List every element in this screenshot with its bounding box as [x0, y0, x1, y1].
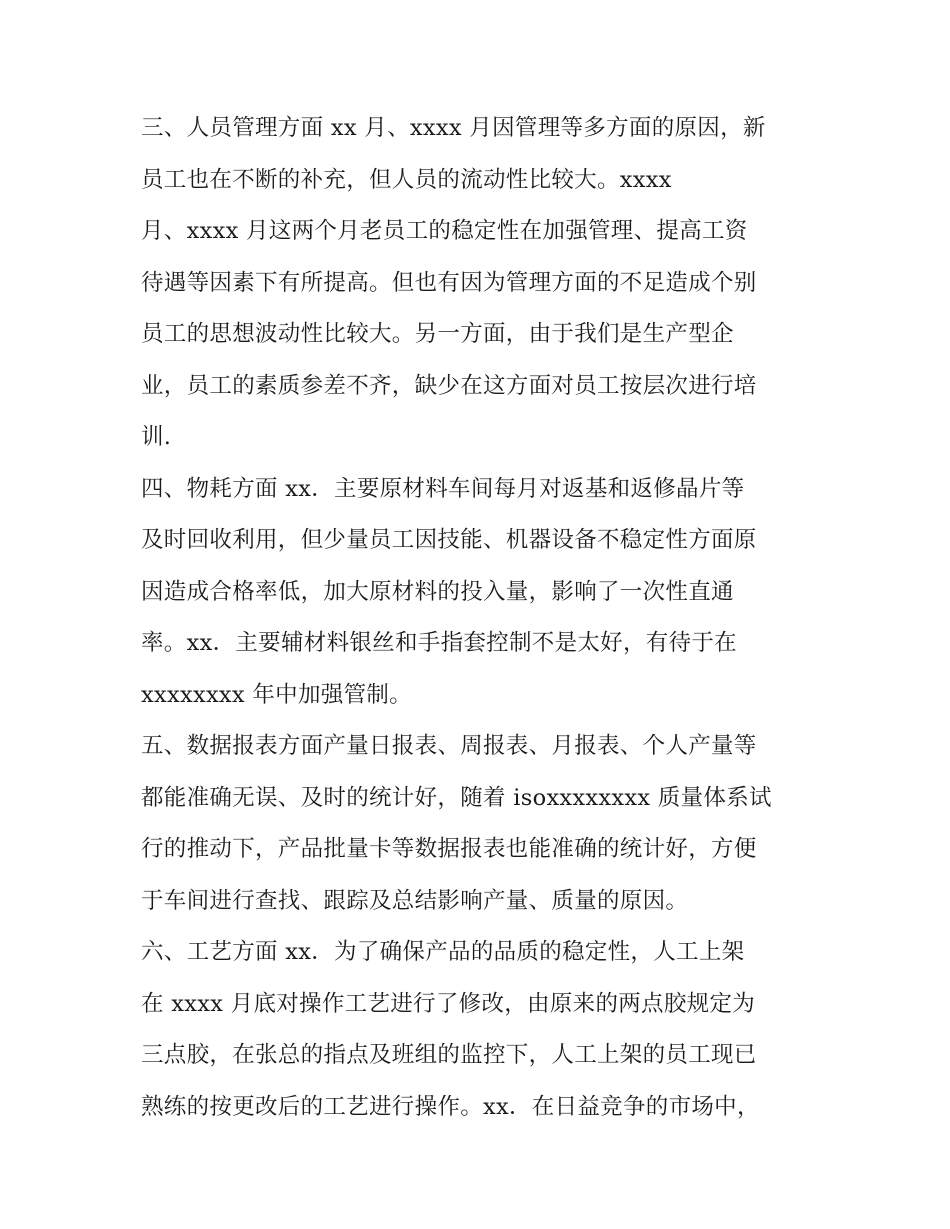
text-line: 训.	[141, 424, 172, 450]
text-line: 都能准确无误、及时的统计好，随着 isoxxxxxxxx 质量体系试	[141, 784, 772, 811]
text-line: 熟练的按更改后的工艺进行操作。xx．在日益竞争的市场中，	[141, 1093, 760, 1120]
text-line: 于车间进行查找、跟踪及总结影响产量、质量的原因。	[141, 887, 689, 914]
text-line: 行的推动下，产品批量卡等数据报表也能准确的统计好，方便	[141, 836, 757, 862]
text-line: 业，员工的素质参差不齐，缺少在这方面对员工按层次进行培	[141, 372, 757, 399]
text-line: 员工也在不断的补充，但人员的流动性比较大。xxxx	[141, 166, 672, 193]
text-line: 三、人员管理方面 xx 月、xxxx 月因管理等多方面的原因，新	[141, 115, 766, 141]
text-line: xxxxxxxx 年中加强管制。	[141, 681, 412, 708]
text-line: 月、xxxx 月这两个月老员工的稳定性在加强管理、提高工资	[141, 218, 748, 244]
text-line: 四、物耗方面 xx．主要原材料车间每月对返基和返修晶片等	[141, 475, 745, 502]
text-line: 率。xx．主要辅材料银丝和手指套控制不是太好，有待于在	[141, 630, 737, 656]
text-line: 因造成合格率低，加大原材料的投入量，影响了一次性直通	[141, 578, 734, 605]
text-line: 在 xxxx 月底对操作工艺进行了修改，由原来的两点胶规定为	[141, 990, 756, 1017]
document-body	[141, 103, 841, 1133]
text-line: 及时回收利用，但少量员工因技能、机器设备不稳定性方面原	[141, 527, 757, 553]
text-line: 六、工艺方面 xx．为了确保产品的品质的稳定性，人工上架	[141, 939, 745, 965]
text-line: 待遇等因素下有所提高。但也有因为管理方面的不足造成个别	[141, 269, 757, 296]
text-line: 员工的思想波动性比较大。另一方面，由于我们是生产型企	[141, 321, 734, 347]
text-line: 三点胶，在张总的指点及班组的监控下，人工上架的员工现已	[141, 1042, 757, 1068]
text-line: 五、数据报表方面产量日报表、周报表、月报表、个人产量等	[141, 733, 757, 759]
